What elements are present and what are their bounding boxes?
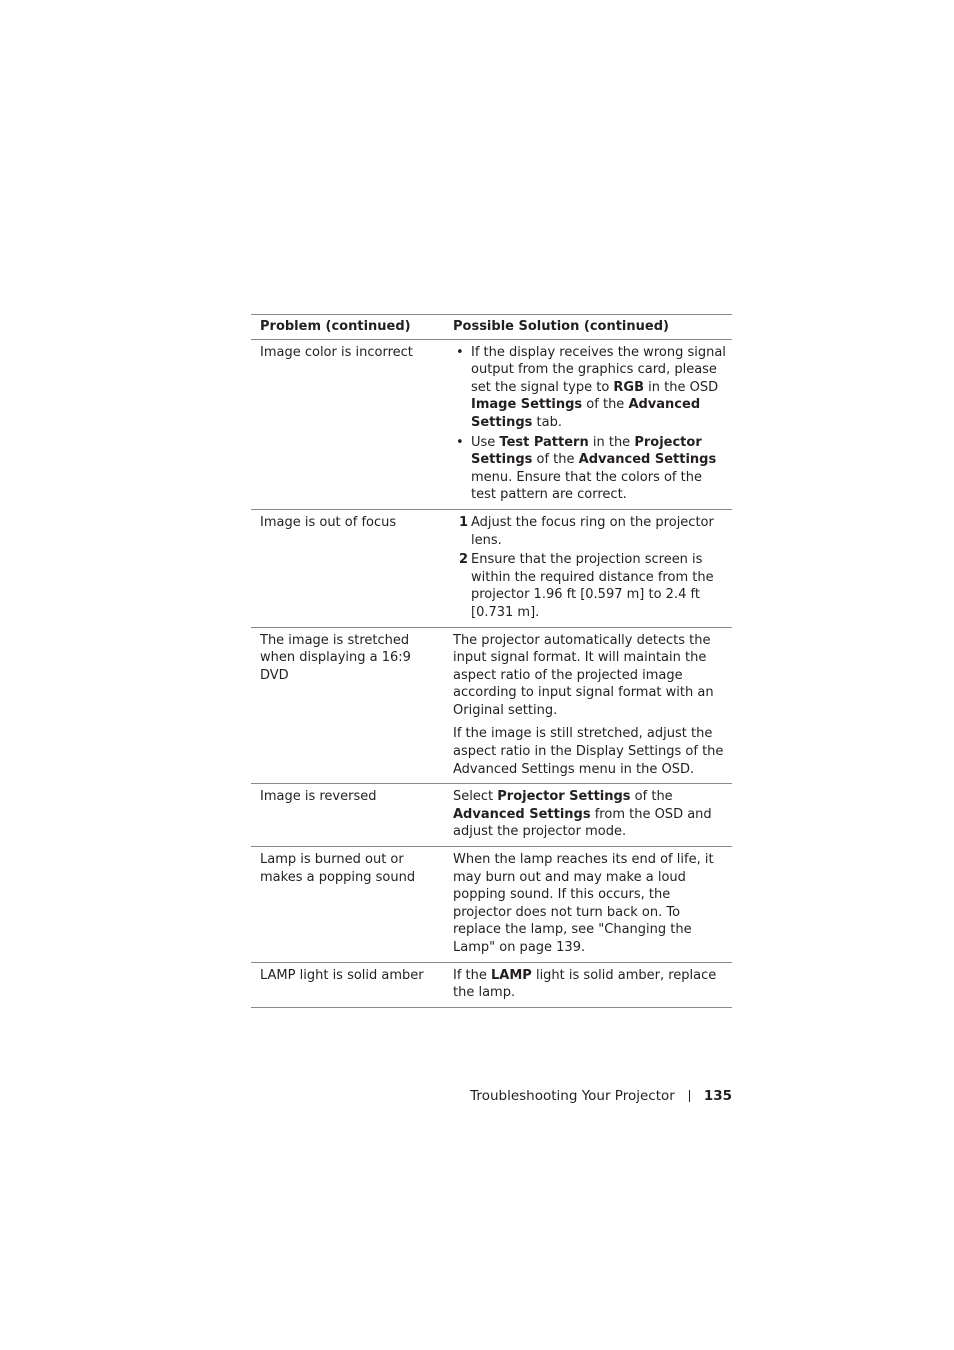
text-run: tab.	[532, 414, 562, 430]
step-number: 2	[459, 552, 469, 568]
text-run: Adjust the focus ring on the projector lens.	[471, 514, 714, 548]
text-run: in the OSD	[644, 379, 719, 395]
table-header-row	[251, 315, 732, 339]
bold-term: Projector Settings	[497, 789, 631, 805]
solution-cell	[443, 967, 732, 1002]
solution-bullet-item	[453, 344, 728, 432]
solution-paragraph	[453, 851, 728, 957]
problem-cell: LAMP light is solid amber	[260, 967, 424, 983]
solution-paragraph	[453, 725, 728, 778]
text-run: Ensure that the projection screen is within the required distance from the projector 1.96 ft [0.597 m] to 2.4 ft [0.731 m].	[471, 552, 714, 620]
footer-section-title: Troubleshooting Your Projector	[470, 1088, 675, 1104]
bullet-marker: •	[456, 344, 464, 360]
table-row	[251, 846, 732, 962]
solution-paragraph	[453, 632, 728, 720]
troubleshooting-table	[251, 314, 732, 1008]
bold-term: Image Settings	[471, 397, 583, 413]
bold-term: LAMP	[491, 967, 532, 983]
bold-term: Advanced Settings	[453, 806, 591, 822]
text-run: If the display receives the wrong signal output from the graphics card, please set the signal type to	[471, 344, 726, 395]
solution-step-list	[453, 514, 728, 622]
page-footer	[470, 1088, 732, 1104]
text-run: If the	[453, 967, 492, 983]
solution-paragraph	[453, 788, 728, 841]
bold-term: RGB	[613, 379, 645, 395]
text-run: When the lamp reaches its end of life, it may burn out and may make a loud popping sound. If this occurs, the projector does not turn back on. To replace the lamp, see "Changing the Lamp" on page 139.	[453, 852, 714, 955]
problem-cell: Image is out of focus	[260, 514, 397, 530]
header-solution: Possible Solution (continued)	[453, 319, 669, 334]
bold-term: Projector Settings	[471, 434, 702, 468]
solution-paragraph	[453, 967, 728, 1002]
table-row	[251, 962, 732, 1007]
text-run: The projector automatically detects the input signal format. It will maintain the aspect ratio of the projected image according to input signal format with an Original setting.	[453, 632, 714, 718]
bold-term: Test Pattern	[499, 434, 589, 450]
text-run: from the OSD and adjust the projector mode.	[453, 806, 712, 840]
table-row	[251, 627, 732, 784]
solution-cell	[443, 344, 732, 504]
table-body	[251, 339, 732, 1007]
problem-cell: Lamp is burned out or makes a popping sound	[260, 852, 416, 885]
text-run: in the	[588, 434, 635, 450]
solution-step-item	[453, 551, 728, 621]
text-run: Use	[471, 434, 500, 450]
bullet-marker: •	[456, 434, 464, 450]
text-run: Select	[453, 789, 498, 805]
text-run: of the	[532, 452, 579, 468]
table-row	[251, 509, 732, 627]
table-row	[251, 339, 732, 509]
solution-cell	[443, 514, 732, 622]
table-row	[251, 783, 732, 846]
solution-bullet-item	[453, 434, 728, 504]
text-run: menu. Ensure that the colors of the test pattern are correct.	[471, 469, 702, 503]
header-problem: Problem (continued)	[260, 319, 411, 334]
text-run: of the	[630, 789, 673, 805]
text-run: If the image is still stretched, adjust the aspect ratio in the Display Settings of the Advanced Settings menu in the OSD.	[453, 726, 724, 777]
text-run: light is solid amber, replace the lamp.	[453, 967, 717, 1001]
bold-term: Advanced Settings	[578, 452, 717, 468]
problem-cell: Image is reversed	[260, 789, 377, 805]
problem-cell: Image color is incorrect	[260, 344, 413, 360]
solution-cell	[443, 788, 732, 841]
solution-cell	[443, 851, 732, 957]
solution-bullet-list	[453, 344, 728, 504]
text-run: of the	[582, 397, 629, 413]
page-number: 135	[703, 1088, 732, 1104]
problem-cell: The image is stretched when displaying a 16:9 DVD	[260, 632, 411, 683]
footer-separator	[689, 1090, 690, 1102]
solution-cell	[443, 632, 732, 779]
solution-step-item	[453, 514, 728, 549]
step-number: 1	[459, 514, 469, 530]
bold-term: Advanced Settings	[471, 397, 701, 430]
